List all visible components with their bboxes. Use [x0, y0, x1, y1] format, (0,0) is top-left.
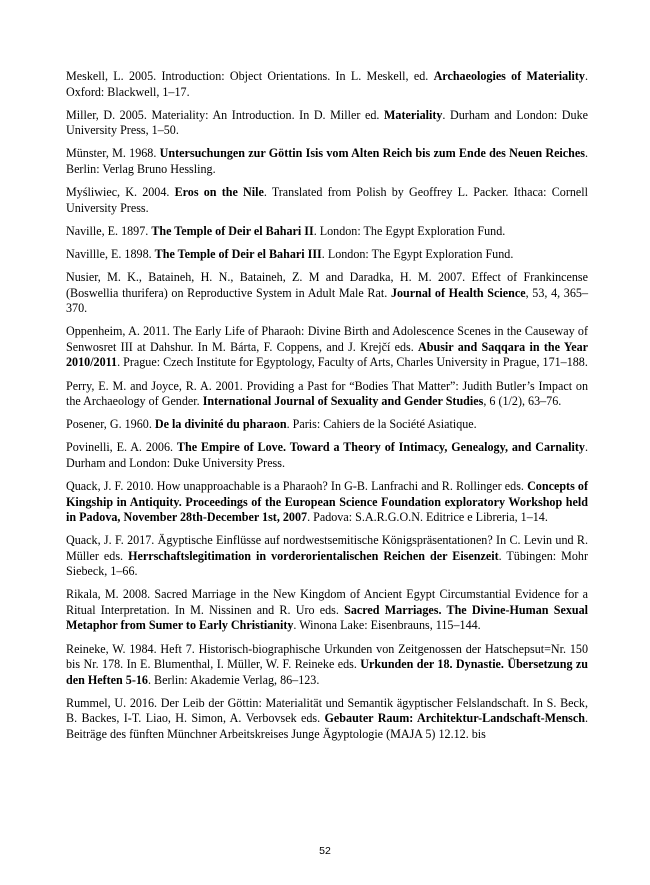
- reference-title: Eros on the Nile: [174, 185, 264, 200]
- reference-title: Abusir and Saqqara in the Year 2010/2011: [66, 339, 588, 370]
- reference-title: International Journal of Sexuality and Gender Studies: [202, 394, 484, 408]
- reference-entry: [66, 417, 588, 433]
- reference-title: Untersuchungen zur Göttin Isis vom Alten Reich bis zum Ende des Neuen Reiches: [159, 146, 585, 161]
- reference-title: Journal of Health Science: [390, 285, 526, 300]
- reference-text: Meskell, L. 2005. Introduction: Object Orientations. In L. Meskell, ed.: [66, 69, 434, 83]
- reference-text: Quack, J. F. 2017. Ägyptische Einflüsse auf nordwestsemitische Königspräsentationen? In C. Levin und R. Müller eds.: [66, 533, 588, 563]
- reference-text: Myśliwiec, K. 2004.: [66, 185, 175, 200]
- reference-entry: [66, 440, 588, 471]
- reference-entry: [66, 533, 588, 580]
- reference-text: . Paris: Cahiers de la Société Asiatique.: [286, 417, 477, 432]
- reference-text: . Prague: Czech Institute for Egyptology, Faculty of Arts, Charles University in Prague, 171–188.: [117, 355, 588, 370]
- reference-text: . Durham and London: Duke University Press.: [66, 440, 588, 470]
- reference-text: , 53, 4, 365–370.: [66, 285, 588, 316]
- reference-text: Naville, E. 1897.: [66, 223, 152, 238]
- page-number: 52: [319, 845, 331, 857]
- reference-text: . Tübingen: Mohr Siebeck, 1–66.: [66, 548, 589, 579]
- reference-title: Gebauter Raum: Architektur-Landschaft-Mensch: [324, 711, 585, 726]
- reference-text: Rummel, U. 2016. Der Leib der Göttin: Materialität und Semantik ägyptischer Felslandschaft. In S. Beck, B. Backes, I-T. Liao, H. Simon, A. Verbovsek eds.: [66, 695, 588, 726]
- reference-entry: [66, 379, 588, 410]
- reference-title: Archaeologies of Materiality: [433, 69, 585, 83]
- reference-title: The Temple of Deir el Bahari II: [151, 223, 314, 238]
- reference-entry: [66, 247, 588, 263]
- reference-entry: [66, 69, 588, 100]
- reference-entry: [66, 270, 588, 317]
- reference-entry: [66, 146, 588, 177]
- reference-text: Povinelli, E. A. 2006.: [66, 440, 177, 455]
- reference-list: [66, 69, 588, 750]
- reference-text: , 6 (1/2), 63–76.: [483, 394, 562, 408]
- reference-entry: [66, 642, 588, 689]
- reference-text: Quack, J. F. 2010. How unapproachable is a Pharaoh? In G-B. Lanfrachi and R. Rollinger eds.: [66, 479, 528, 494]
- reference-text: . Winona Lake: Eisenbrauns, 115–144.: [293, 618, 481, 633]
- reference-entry: [66, 696, 588, 743]
- reference-text: . London: The Egypt Exploration Fund.: [321, 246, 514, 261]
- reference-text: . Berlin: Verlag Bruno Hessling.: [66, 146, 588, 176]
- reference-text: Posener, G. 1960.: [66, 417, 155, 432]
- reference-text: . Oxford: Blackwell, 1–17.: [66, 69, 588, 99]
- reference-title: Urkunden der 18. Dynastie. Übersetzung zu den Heften 5-16: [66, 657, 589, 687]
- reference-text: Miller, D. 2005. Materiality: An Introduction. In D. Miller ed.: [66, 107, 384, 122]
- reference-text: . Durham and London: Duke University Press, 1–50.: [66, 107, 589, 138]
- reference-text: Navillle, E. 1898.: [66, 246, 155, 261]
- reference-text: . Translated from Polish by Geoffrey L. Packer. Ithaca: Cornell University Press.: [66, 185, 588, 215]
- reference-title: The Temple of Deir el Bahari III: [154, 246, 322, 261]
- reference-entry: [66, 224, 588, 240]
- reference-text: Reineke, W. 1984. Heft 7. Historisch-biographische Urkunden von Zeitgenossen der Hatschepsut=Nr. 150 bis Nr. 178. In E. Blumenthal, I. Müller, W. F. Reineke eds.: [66, 641, 588, 672]
- reference-entry: [66, 479, 588, 526]
- reference-text: Rikala, M. 2008. Sacred Marriage in the New Kingdom of Ancient Egypt Circumstantial Evidence for a Ritual Interpretation. In M. Nissinen and R. Uro eds.: [66, 587, 588, 617]
- reference-text: . Beiträge des fünften Münchner Arbeitskreises Junge Ägyptologie (MAJA 5) 12.12. bis: [66, 711, 588, 741]
- reference-title: De la divinité du pharaon: [154, 417, 287, 432]
- reference-title: The Empire of Love. Toward a Theory of Intimacy, Genealogy, and Carnality: [176, 440, 585, 455]
- reference-text: . Padova: S.A.R.G.O.N. Editrice e Libreria, 1–14.: [307, 510, 548, 525]
- reference-title: Herrschaftslegitimation in vorderorientalischen Reichen der Eisenzeit: [128, 548, 499, 563]
- reference-text: . London: The Egypt Exploration Fund.: [313, 223, 506, 238]
- reference-entry: [66, 324, 588, 371]
- reference-text: Oppenheim, A. 2011. The Early Life of Pharaoh: Divine Birth and Adolescence Scenes in the Causeway of Senwosret III at Dahshur. In M. Bárta, F. Coppens, and J. Krejčí eds.: [66, 324, 588, 354]
- reference-text: Perry, E. M. and Joyce, R. A. 2001. Providing a Past for “Bodies That Matter”: Judith Butler’s Impact on the Archaeology of Gender.: [66, 378, 588, 408]
- reference-entry: [66, 108, 588, 139]
- reference-entry: [66, 185, 588, 216]
- reference-text: Münster, M. 1968.: [66, 146, 160, 161]
- reference-title: Concepts of Kingship in Antiquity. Proceedings of the European Science Foundation exploratory Workshop held in Padova, November 28th-December 1st, 2007: [66, 479, 588, 525]
- reference-title: Sacred Marriages. The Divine-Human Sexual Metaphor from Sumer to Early Christianity: [66, 602, 589, 633]
- reference-text: Nusier, M. K., Bataineh, H. N., Bataineh, Z. M and Daradka, H. M. 2007. Effect of Frankincense (Boswellia thurifera) on Reproductive System in Adult Male Rat.: [66, 270, 588, 300]
- reference-title: Materiality: [383, 107, 443, 122]
- reference-text: . Berlin: Akademie Verlag, 86–123.: [147, 672, 320, 687]
- reference-entry: [66, 587, 588, 634]
